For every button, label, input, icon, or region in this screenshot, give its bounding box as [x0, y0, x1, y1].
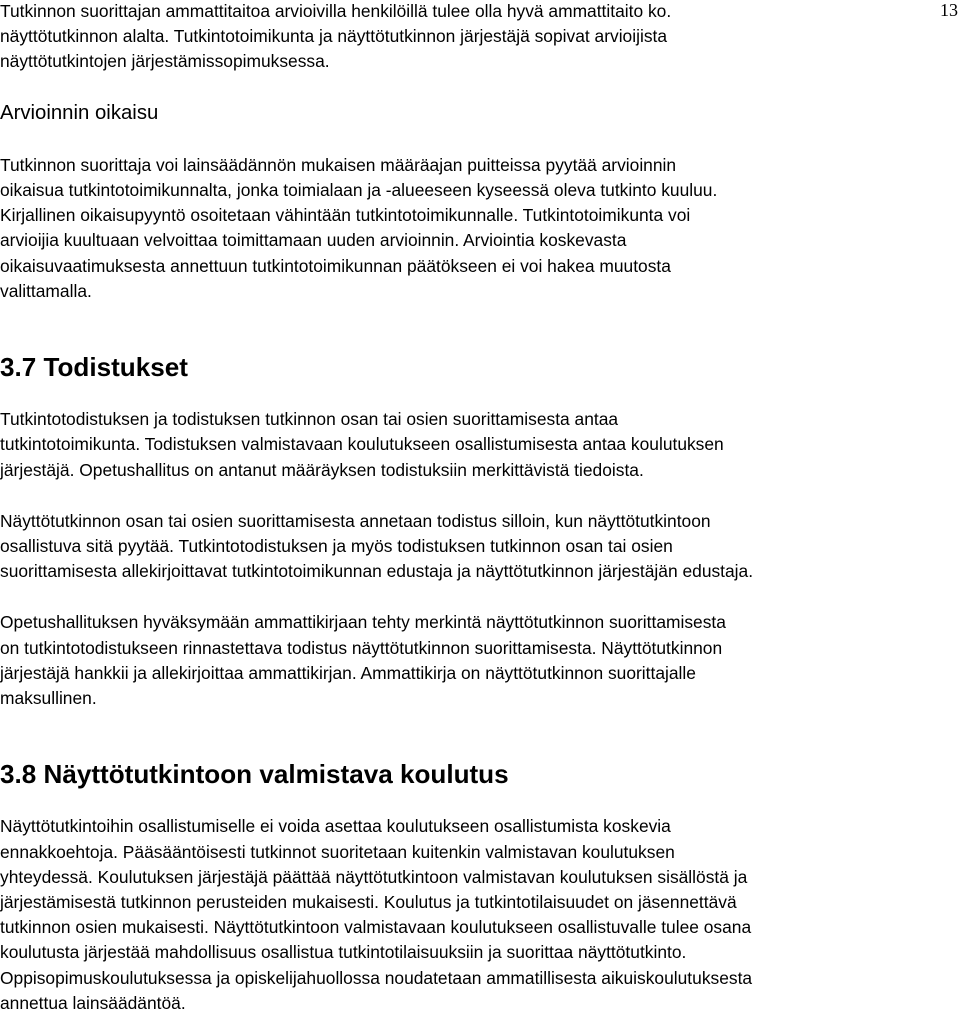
text-line: Oppisopimuskoulutuksessa ja opiskelijahuollossa noudatetaan ammatillisesta aikuiskoulutuksesta — [0, 967, 753, 988]
text-line: Näyttötutkinnon osan tai osien suorittamisesta annetaan todistus silloin, kun näyttötutkintoon — [0, 510, 711, 531]
text-line: osallistuva sitä pyytää. Tutkintotodistuksen ja myös todistuksen tutkinnon osan tai osien — [0, 536, 673, 557]
appeal-paragraph — [0, 153, 948, 304]
text-line: Näyttötutkintoihin osallistumiselle ei voida asettaa koulutukseen osallistumista koskevia — [0, 816, 671, 837]
intro-paragraph — [0, 0, 948, 75]
appeal-heading: Arvioinnin oikaisu — [0, 101, 159, 124]
text-line: on tutkintotodistukseen rinnastettava todistus näyttötutkinnon suorittamisesta. Näyttötutkinnon — [0, 637, 723, 658]
text-line: valittamalla. — [0, 280, 92, 301]
section-3-7-paragraph-3 — [0, 610, 948, 711]
text-line: maksullinen. — [0, 688, 97, 709]
text-line: Tutkintotodistuksen ja todistuksen tutkinnon osan tai osien suorittamisesta antaa — [0, 409, 619, 430]
text-line: yhteydessä. Koulutuksen järjestäjä päättää näyttötutkintoon valmistavan koulutuksen sisällöstä ja — [0, 866, 748, 887]
section-3-8-heading: 3.8 Näyttötutkintoon valmistava koulutus — [0, 759, 509, 790]
text-line: Kirjallinen oikaisupyyntö osoitetaan vähintään tutkintotoimikunnalle. Tutkintotoimikunta voi — [0, 205, 691, 226]
text-line: suorittamisesta allekirjoittavat tutkintotoimikunnan edustaja ja näyttötutkinnon järjestäjän edustaja. — [0, 561, 754, 582]
text-line: koulutusta järjestää mahdollisuus osallistua tutkintotilaisuuksiin ja suorittaa näyttötutkinto. — [0, 942, 687, 963]
text-line: Tutkinnon suorittaja voi lainsäädännön mukaisen määräajan puitteissa pyytää arvioinnin — [0, 154, 677, 175]
section-3-7-heading: 3.7 Todistukset — [0, 352, 188, 383]
text-line: näyttötutkintojen järjestämissopimuksessa. — [0, 51, 330, 72]
text-line: oikaisuvaatimuksesta annettuun tutkintotoimikunnan päätökseen ei voi hakea muutosta — [0, 255, 671, 276]
text-line: järjestäjä hankkii ja allekirjoittaa ammattikirjan. Ammattikirja on näyttötutkinnon suorittajalle — [0, 662, 696, 683]
text-line: tutkintotoimikunta. Todistuksen valmistavaan koulutukseen osallistumisesta antaa koulutuksen — [0, 434, 724, 455]
text-line: arvioijia kuultuaan velvoittaa toimittamaan uuden arvioinnin. Arviointia koskevasta — [0, 230, 627, 251]
text-line: järjestämisestä tutkinnon perusteiden mukaisesti. Koulutus ja tutkintotilaisuudet on jäsennettävä — [0, 892, 737, 913]
text-line: Tutkinnon suorittajan ammattitaitoa arvioivilla henkilöillä tulee olla hyvä ammattitaito ko. — [0, 1, 672, 21]
text-line: oikaisua tutkintotoimikunnalta, jonka toimialaan ja -alueeseen kyseessä oleva tutkinto kuuluu. — [0, 180, 718, 201]
text-line: näyttötutkinnon alalta. Tutkintotoimikunta ja näyttötutkinnon järjestäjä sopivat arvioijista — [0, 26, 668, 47]
page-number: 13 — [940, 0, 958, 20]
section-3-7-paragraph-1 — [0, 407, 948, 483]
text-line: tutkinnon osien mukaisesti. Näyttötutkintoon valmistavaan koulutukseen osallistuvalle tulee osana — [0, 917, 752, 938]
section-3-8-paragraph-1 — [0, 814, 948, 1016]
text-line: ennakkoehtoja. Pääsääntöisesti tutkinnot suoritetaan kuitenkin valmistavan koulutuksen — [0, 841, 675, 862]
text-line: Opetushallituksen hyväksymään ammattikirjaan tehty merkintä näyttötutkinnon suorittamisesta — [0, 612, 726, 633]
text-line: annettua lainsäädäntöä. — [0, 992, 186, 1013]
text-line: järjestäjä. Opetushallitus on antanut määräyksen todistuksiin merkittävistä tiedoista. — [0, 459, 644, 480]
section-3-7-paragraph-2 — [0, 509, 948, 585]
